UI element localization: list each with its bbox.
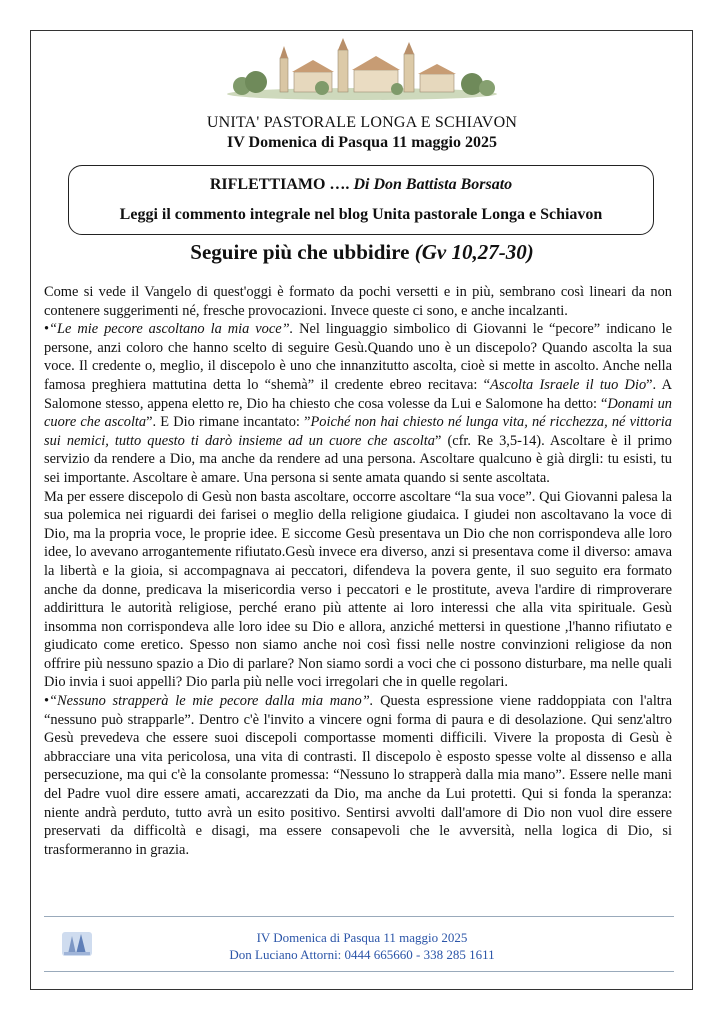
article-title-text: Seguire più che ubbidire xyxy=(190,240,410,264)
organization-name: UNITA' PASTORALE LONGA E SCHIAVON xyxy=(206,114,518,131)
paragraph-intro: Come si vede il Vangelo di quest'oggi è formato da pochi versetti e in più, sembrano così lineari da non contenere suggerimenti né, fresche provocazioni. Invece queste ci sono, e anche incalzanti. xyxy=(44,284,672,319)
callout-heading xyxy=(69,176,653,194)
article-body xyxy=(44,283,672,859)
quote: Ascolta Israele il tuo Dio xyxy=(490,376,647,393)
quote: “Le mie pecore ascoltano la mia voce”. xyxy=(49,321,294,338)
quote: Poiché non hai chiesto né lunga vita, né ricchezza, né vittoria sui nemici, tutto questo ti darò insieme ad un cuore che ascolta xyxy=(44,414,672,449)
callout-author: Di Don Battista Borsato xyxy=(353,176,513,193)
footer-divider xyxy=(44,916,674,917)
text: ”. A Salomone stesso, appena eletto re, Dio ha chiesto che cosa volesse da Lui e Salomone ha detto: “ xyxy=(44,376,672,412)
text: ” (cfr. Re 3,5-14). Ascoltare è il primo servizio da rendere a Dio, ma anche da rendere ad una persona. Ascoltare qualcuno è già dirgli: tu esisti, tu sei importante. Ascoltare è amare. Una persona si sente amata quando si sente ascoltata. xyxy=(44,432,672,486)
footer-divider xyxy=(44,971,674,972)
bullet-mark: • xyxy=(44,321,50,338)
footer-date: IV Domenica di Pasqua 11 maggio 2025 xyxy=(256,930,468,945)
liturgical-date: IV Domenica di Pasqua 11 maggio 2025 xyxy=(227,134,497,151)
churches-illustration xyxy=(222,36,502,100)
callout-blog-note: Leggi il commento integrale nel blog Unita pastorale Longa e Schiavon xyxy=(119,206,603,223)
bullet-hand xyxy=(44,692,672,859)
quote: Donami un cuore che ascolta xyxy=(44,395,672,431)
article-title xyxy=(0,240,724,265)
bullet-listen xyxy=(44,320,672,487)
bullet-mark: • xyxy=(44,693,50,710)
quote: “Nessuno strapperà le mie pecore dalla mia mano”. xyxy=(49,693,374,710)
text: Nel linguaggio simbolico di Giovanni le “pecore” indicano le persone, anzi coloro che hanno scelto di seguire Gesù.Quando uno è un discepolo? Quando ascolta la sua voce. Il credente o, meglio, il discepolo è uno che innanzitutto ascolta, cioè si mette in ascolto. Anche nella famosa preghiera mattutina detta lo “shemà” il credente ebreo recitava: “ xyxy=(44,321,672,393)
paragraph-voice: Ma per essere discepolo di Gesù non basta ascoltare, occorre ascoltare “la sua voce”. Qui Giovanni palesa la sua polemica nei riguardi dei farisei o meglio della religione giudaica. I giudei non ascoltavano la voce di Dio, ma la propria voce, le proprie idee. E siccome Gesù presentava un Dio che non corrispondeva alle loro idee, lo avevano arrogantemente rifiutato.Gesù invece era diverso, anzi si presentava come il diverso: amava la libertà e la gioia, si accompagnava ai peccatori, difendeva la povera gente, il suo seguito era formato anche da donne, predicava la misericordia verso i peccatori e le prostitute, aveva l'ardire di rimproverare addirittura le autorità religiose, perché erano più attente ai loro interessi che alla vita spirituale. Gesù insomma non corrispondeva alle loro idee su Dio e allora, anziché mettersi in questione ,l'hanno rifiutato e giudicato come eretico. Spesso non siamo anche noi così fissi nelle nostre convinzioni religiose da non offrire più nessuno spazio a Dio di parlare? Non siamo sordi a voci che ci possono disturbare, ma nelle quali Dio invia i suoi appelli? Dio parla più nelle voci irregolari che in quelle regolari. xyxy=(44,488,672,691)
reflection-callout xyxy=(68,165,654,235)
footer-contact: Don Luciano Attorni: 0444 665660 - 338 285 1611 xyxy=(229,947,495,962)
text: ”. E Dio rimane incantato: ” xyxy=(146,414,311,431)
gospel-reference: (Gv 10,27-30) xyxy=(414,240,534,264)
callout-lead: RIFLETTIAMO …. xyxy=(209,176,350,193)
text: Questa espressione viene raddoppiata con l'altra “nessuno può strapparle”. Dentro c'è l'invito a vincere ogni forma di paura e di desolazione. Qui senz'altro Gesù prevedeva che essere suoi discepoli comportasse momenti difficili. Vivere la proposta di Gesù è abbracciare una vita pericolosa, una vita di contrasti. Il discepolo è esposto spesse volte al dissenso e alla persecuzione, ma qui c'è la consolante promessa: “Nessuno lo strapperà dalla mia mano”. Essere nelle mani del Padre vuol dire essere amati, accarezzati da Dio, ma anche da Lui protetti. Qui si fonda la speranza: niente andrà perduto, tutto avrà un esito positivo. Sentirsi avvolti dall'amore di Dio non vuol dire essere preservati da difficoltà e disagi, ma essere consapevoli che le avversità, nella logica di Dio, si trasformeranno in grazia. xyxy=(44,693,672,858)
